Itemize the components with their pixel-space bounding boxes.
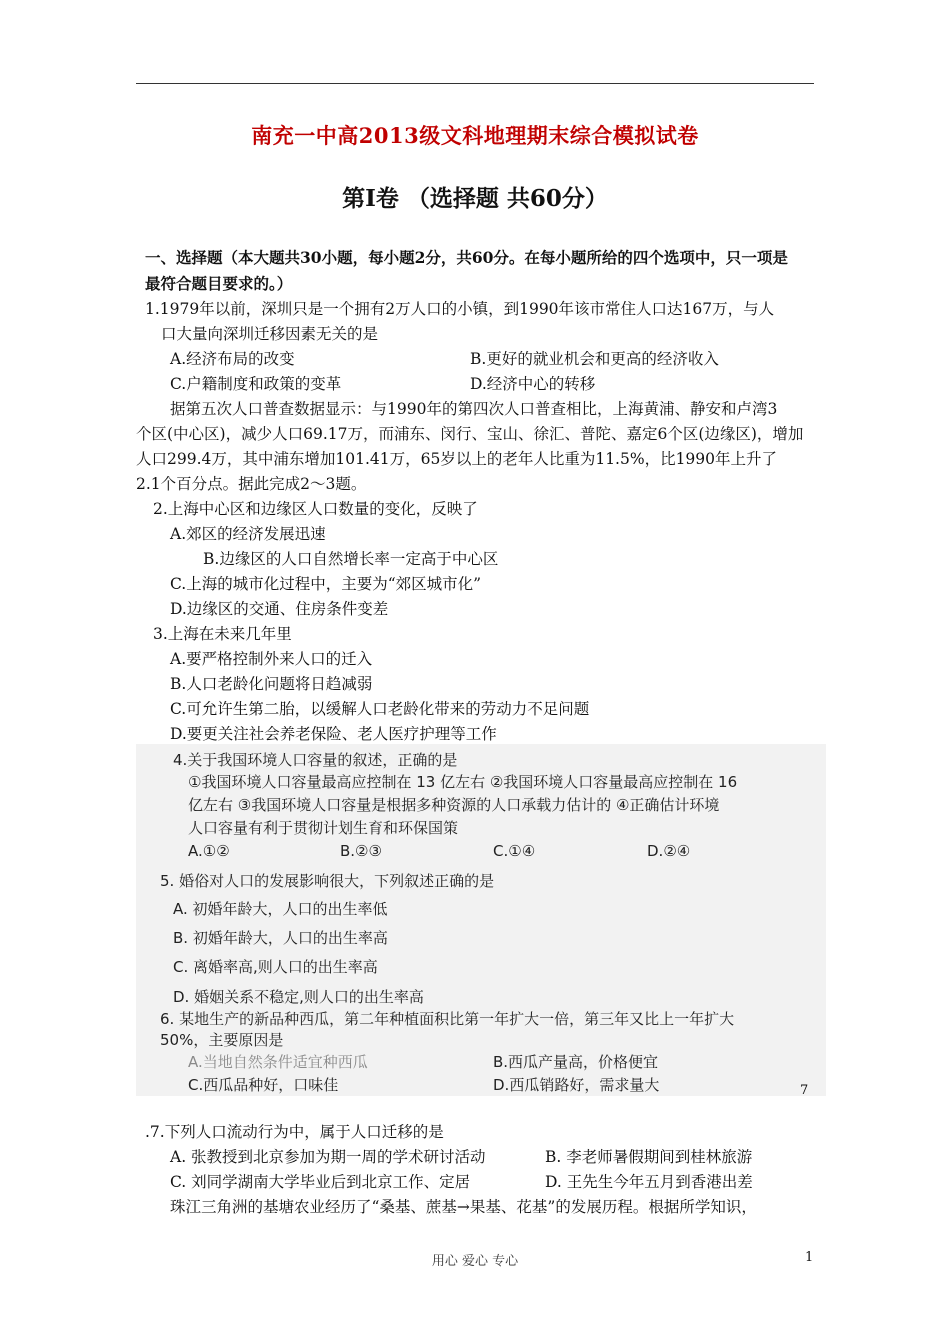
q2-option-b: B.边缘区的人口自然增长率一定高于中心区 [203, 550, 499, 568]
q5-option-a: A. 初婚年龄大，人口的出生率低 [173, 900, 388, 918]
q3-stem: 3.上海在未来几年里 [153, 625, 292, 643]
q1-option-c: C.户籍制度和政策的变革 [170, 375, 342, 393]
q7-stem: .7.下列人口流动行为中，属于人口迁移的是 [145, 1123, 444, 1141]
q3-option-b: B.人口老龄化问题将日趋减弱 [170, 675, 373, 693]
q1-stem-line1: 1.1979年以前，深圳只是一个拥有2万人口的小镇，到1990年该市常住人口达167万，与人 [145, 300, 775, 318]
q6-option-b: B.西瓜产量高，价格便宜 [493, 1053, 659, 1071]
passage2-line: 珠江三角洲的基塘农业经历了“桑基、蔗基→果基、花基”的发展历程。根据所学知识， [170, 1198, 757, 1216]
q2-option-c: C.上海的城市化过程中，主要为“郊区城市化” [170, 575, 482, 593]
q6-stem-line1: 6. 某地生产的新品种西瓜，第二年种植面积比第一年扩大一倍，第三年又比上一年扩大 [160, 1010, 735, 1028]
q5-stem: 5. 婚俗对人口的发展影响很大，下列叙述正确的是 [160, 872, 495, 890]
q5-option-d: D. 婚姻关系不稳定,则人口的出生率高 [173, 988, 424, 1006]
q2-stem: 2.上海中心区和边缘区人口数量的变化，反映了 [153, 500, 478, 518]
q4-option-b: B.②③ [340, 842, 382, 860]
passage-line2: 个区(中心区)，减少人口69.17万，而浦东、闵行、宝山、徐汇、普陀、嘉定6个区(边缘区)，增加 [136, 425, 804, 443]
q1-option-b: B.更好的就业机会和更高的经济收入 [470, 350, 719, 368]
q5-option-b: B. 初婚年龄大，人口的出生率高 [173, 929, 388, 947]
q7-option-a: A. 张教授到北京参加为期一周的学术研讨活动 [170, 1148, 486, 1166]
q5-option-c: C. 离婚率高,则人口的出生率高 [173, 958, 378, 976]
passage-line4: 2.1个百分点。据此完成2～3题。 [136, 475, 367, 493]
footer-motto: 用心 爱心 专心 [431, 1254, 519, 1269]
q2-option-a: A.郊区的经济发展迅速 [170, 525, 326, 543]
q3-option-d: D.要更关注社会养老保险、老人医疗护理等工作 [170, 725, 497, 743]
section-heading-line2: 最符合题目要求的。） [145, 274, 293, 293]
passage-line3: 人口299.4万，其中浦东增加101.41万，65岁以上的老年人比重为11.5%，比1990年上升了 [136, 450, 778, 468]
part-title: 第Ⅰ卷 （选择题 共60分） [342, 185, 608, 212]
q7-option-d: D. 王先生今年五月到香港出差 [545, 1173, 753, 1191]
header-rule [136, 83, 814, 84]
section-heading-line1: 一、选择题（本大题共30小题，每小题2分，共60分。在每小题所给的四个选项中，只一项是 [145, 248, 788, 267]
q1-option-d: D.经济中心的转移 [470, 375, 596, 393]
q4-statement-line3: 人口容量有利于贯彻计划生育和环保国策 [188, 819, 459, 837]
passage-line1: 据第五次人口普查数据显示：与1990年的第四次人口普查相比，上海黄浦、静安和卢湾3 [170, 400, 778, 418]
q6-option-d: D.西瓜销路好，需求量大 [493, 1076, 660, 1094]
exam-title: 南充一中高2013级文科地理期末综合模拟试卷 [251, 123, 699, 148]
q3-option-c: C.可允许生第二胎，以缓解人口老龄化带来的劳动力不足问题 [170, 700, 590, 718]
q4-option-d: D.②④ [647, 842, 691, 860]
q4-statement-line1: ①我国环境人口容量最高应控制在 13 亿左右 ②我国环境人口容量最高应控制在 16 [188, 773, 738, 791]
q4-option-c: C.①④ [493, 842, 536, 860]
q4-stem: 4.关于我国环境人口容量的叙述，正确的是 [173, 751, 458, 769]
margin-mark: 7 [800, 1083, 809, 1098]
q1-option-a: A.经济布局的改变 [170, 350, 295, 368]
q7-option-b: B. 李老师暑假期间到桂林旅游 [545, 1148, 753, 1166]
q6-option-a: A.当地自然条件适宜种西瓜 [188, 1053, 368, 1071]
page-number: 1 [805, 1250, 814, 1265]
q1-stem-line2: 口大量向深圳迁移因素无关的是 [161, 325, 379, 343]
q6-option-c: C.西瓜品种好，口味佳 [188, 1076, 339, 1094]
q2-option-d: D.边缘区的交通、住房条件变差 [170, 600, 389, 618]
q4-option-a: A.①② [188, 842, 230, 860]
q7-option-c: C. 刘同学湖南大学毕业后到北京工作、定居 [170, 1173, 471, 1191]
q6-stem-line2: 50%，主要原因是 [160, 1031, 284, 1049]
q4-statement-line2: 亿左右 ③我国环境人口容量是根据多种资源的人口承载力估计的 ④正确估计环境 [188, 796, 720, 814]
q3-option-a: A.要严格控制外来人口的迁入 [170, 650, 373, 668]
